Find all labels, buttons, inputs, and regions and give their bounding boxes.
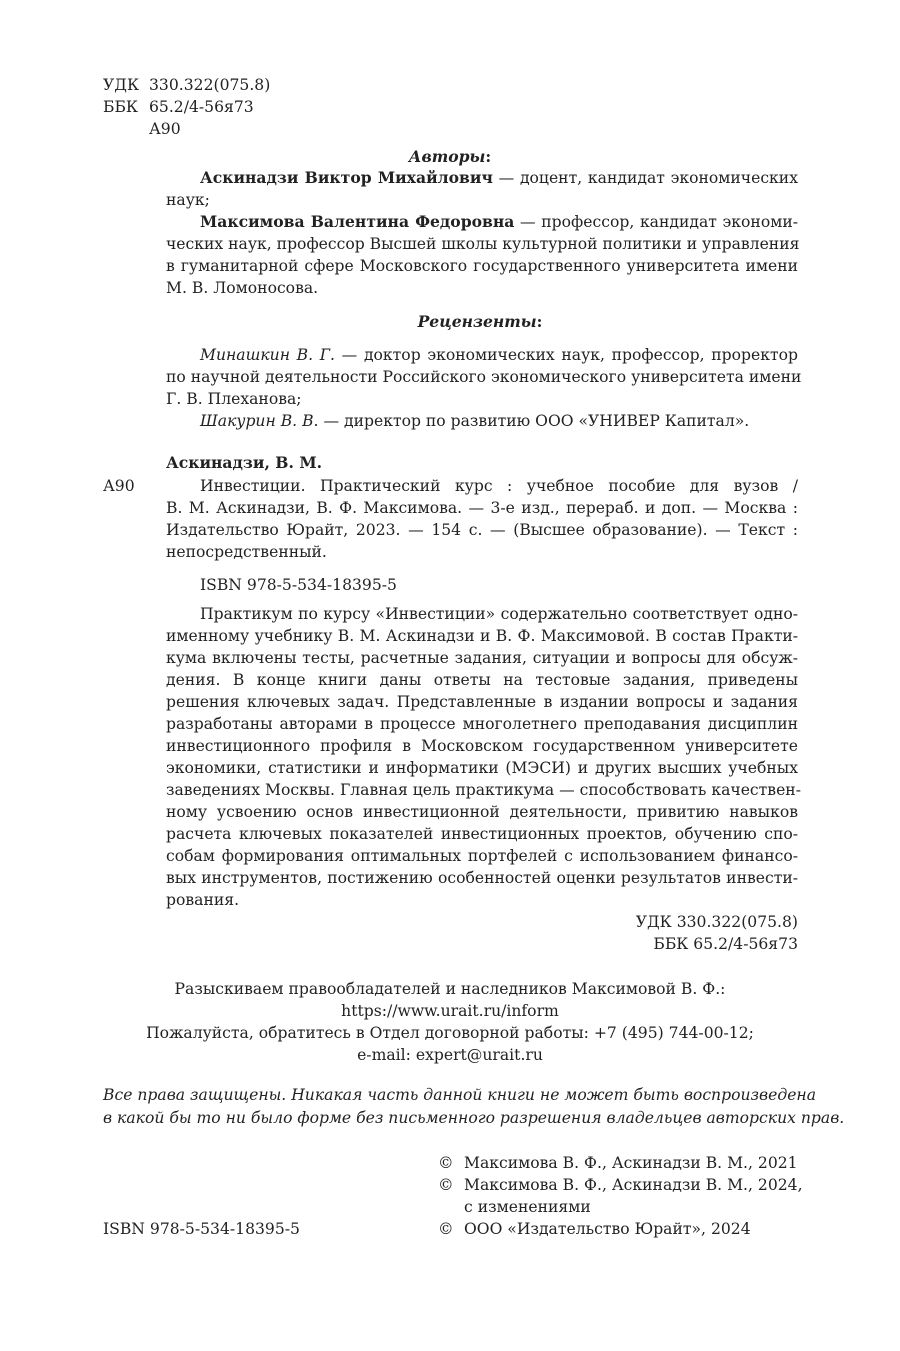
annotation-line: экономики, статистики и информатики (МЭСИ) и других высших учебных xyxy=(166,759,798,777)
catalog-line-2: В. М. Аскинадзи, В. Ф. Максимова. — 3-е изд., перераб. и доп. — Москва : xyxy=(166,499,798,517)
catalog-isbn: ISBN 978-5-534-18395-5 xyxy=(200,576,397,594)
reviewer-1-line-2: по научной деятельности Российского экономического университета имени xyxy=(166,368,802,386)
annotation-line: ному усвоению основ инвестиционной деятельности, привитию навыков xyxy=(166,803,798,821)
copyright-symbol: © xyxy=(438,1154,454,1172)
annotation-line: вых инструментов, постижению особенностей оценки результатов инвести- xyxy=(166,869,798,887)
udk-value: 330.322(075.8) xyxy=(149,76,271,94)
copyright-symbol: © xyxy=(438,1176,454,1194)
copyright-2 xyxy=(438,1175,803,1195)
annotation-line: кума включены тесты, расчетные задания, ситуации и вопросы для обсуж- xyxy=(166,649,798,667)
catalog-line-1: Инвестиции. Практический курс : учебное пособие для вузов / xyxy=(200,477,798,495)
bbk-label: ББК xyxy=(103,98,138,116)
copyright-1 xyxy=(438,1153,798,1173)
reviewer-2-description: — директор по развитию ООО «УНИВЕР Капитал». xyxy=(318,412,750,430)
bbk-value: 65.2/4-56я73 xyxy=(149,98,254,116)
author-mark: А90 xyxy=(149,120,181,138)
author-1-description: — доцент, кандидат экономических xyxy=(492,169,798,187)
author-2-line-2: ческих наук, профессор Высшей школы культурной политики и управления xyxy=(166,235,800,253)
reviewers-heading xyxy=(0,312,900,332)
catalog-main-author: Аскинадзи, В. М. xyxy=(166,453,323,472)
annotation-line: разработаны авторами в процессе многолетнего преподавания дисциплин xyxy=(166,715,798,733)
notice-line-3: Пожалуйста, обратитесь в Отдел договорной работы: +7 (495) 744-00-12; xyxy=(146,1024,754,1042)
author-1-line-2: наук; xyxy=(166,191,210,209)
annotation-udk: УДК 330.322(075.8) xyxy=(635,913,798,931)
copyright-1-text: Максимова В. Ф., Аскинадзи В. М., 2021 xyxy=(464,1154,798,1172)
author-2-line-1 xyxy=(200,212,798,232)
reviewer-1-line-1 xyxy=(200,345,798,365)
annotation-line: заведениях Москвы. Главная цель практикума — способствовать качествен- xyxy=(166,781,801,799)
notice-email[interactable]: e-mail: expert@urait.ru xyxy=(357,1046,543,1064)
author-2-description: — профессор, кандидат экономи- xyxy=(514,213,798,231)
authors-heading-text: Авторы xyxy=(408,147,486,166)
annotation-line: именному учебнику В. М. Аскинадзи и В. Ф. Максимовой. В состав Практи- xyxy=(166,627,798,645)
rights-line-2: в какой бы то ни было форме без письменного разрешения владельцев авторских прав. xyxy=(103,1109,845,1127)
author-2-name: Максимова Валентина Федоровна xyxy=(200,212,515,231)
reviewer-2-line xyxy=(200,411,749,431)
footer-isbn: ISBN 978-5-534-18395-5 xyxy=(103,1220,300,1238)
annotation-line: инвестиционного профиля в Московском государственном университете xyxy=(166,737,798,755)
notice-line-1: Разыскиваем правообладателей и наследников Максимовой В. Ф.: xyxy=(174,980,726,998)
copyright-2-continuation: с изменениями xyxy=(464,1198,591,1216)
author-2-line-4: М. В. Ломоносова. xyxy=(166,279,319,297)
notice-url[interactable]: https://www.urait.ru/inform xyxy=(341,1002,559,1020)
reviewer-1-description: — доктор экономических наук, профессор, проректор xyxy=(335,346,798,364)
authors-heading-colon: : xyxy=(485,147,492,166)
annotation-line: рования. xyxy=(166,891,240,909)
catalog-mark: А90 xyxy=(103,477,135,495)
annotation-bbk: ББК 65.2/4-56я73 xyxy=(653,935,798,953)
copyright-3-text: ООО «Издательство Юрайт», 2024 xyxy=(464,1220,751,1238)
reviewer-1-name: Минашкин В. Г. xyxy=(200,346,336,364)
annotation-line: решения ключевых задач. Представленные в издании вопросы и задания xyxy=(166,693,798,711)
reviewer-1-line-3: Г. В. Плеханова; xyxy=(166,390,302,408)
udk-label: УДК xyxy=(103,76,140,94)
annotation-line: расчета ключевых показателей инвестиционных проектов, обучению спо- xyxy=(166,825,798,843)
reviewers-heading-text: Рецензенты xyxy=(417,312,537,331)
authors-heading xyxy=(0,147,900,167)
reviewers-heading-colon: : xyxy=(536,312,543,331)
annotation-line: собам формирования оптимальных портфелей с использованием финансо- xyxy=(166,847,798,865)
author-1-name: Аскинадзи Виктор Михайлович xyxy=(200,168,493,187)
copyright-2-text: Максимова В. Ф., Аскинадзи В. М., 2024, xyxy=(464,1176,803,1194)
copyright-symbol: © xyxy=(438,1220,454,1238)
catalog-line-3: Издательство Юрайт, 2023. — 154 с. — (Высшее образование). — Текст : xyxy=(166,521,798,539)
copyright-3 xyxy=(438,1219,751,1239)
author-1-line-1 xyxy=(200,168,798,188)
author-2-line-3: в гуманитарной сфере Московского государственного университета имени xyxy=(166,257,798,275)
annotation-line: Практикум по курсу «Инвестиции» содержательно соответствует одно- xyxy=(200,605,798,623)
catalog-line-4: непосредственный. xyxy=(166,543,327,561)
annotation-paragraph xyxy=(166,603,801,911)
rights-line-1: Все права защищены. Никакая часть данной книги не может быть воспроизведена xyxy=(103,1086,816,1104)
reviewer-2-name: Шакурин В. В. xyxy=(200,412,319,430)
copyright-2-cont xyxy=(438,1197,591,1217)
annotation-line: дения. В конце книги даны ответы на тестовые задания, приведены xyxy=(166,671,798,689)
